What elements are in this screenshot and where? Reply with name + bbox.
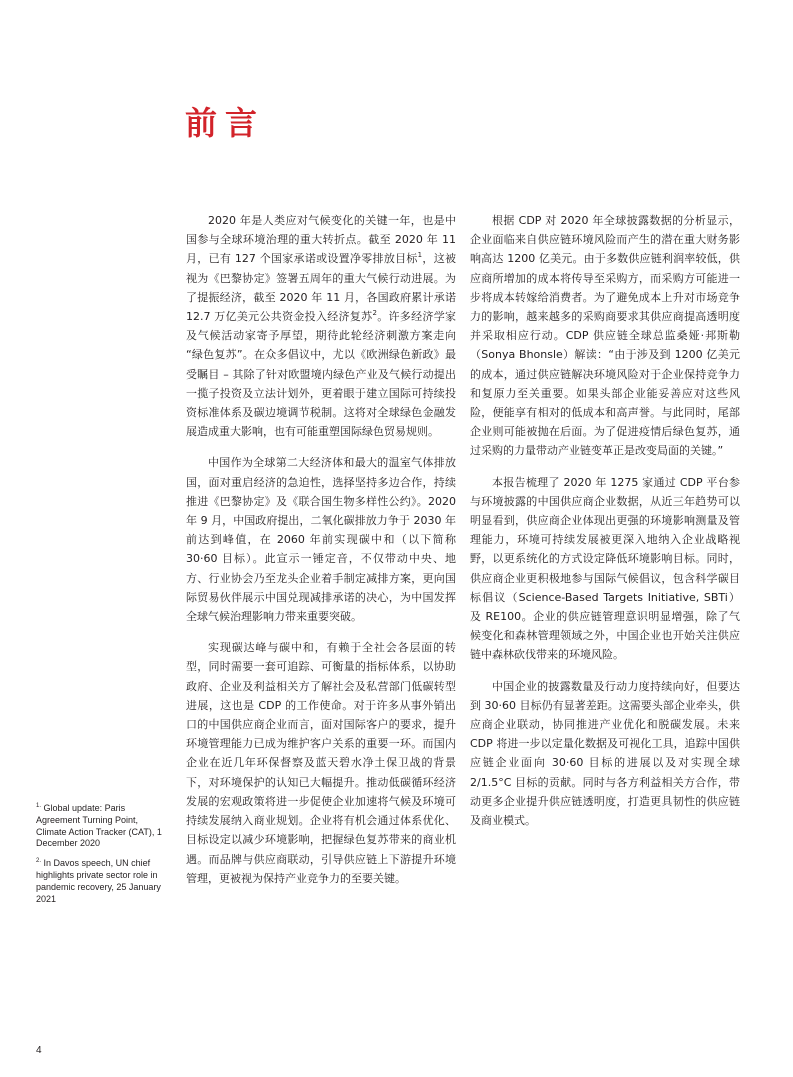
footnotes — [36, 803, 166, 913]
footnote-text: Global update: Paris Agreement Turning Point, Climate Action Tracker (CAT), 1 December 2020 — [36, 803, 162, 849]
paragraph: 根据 CDP 对 2020 年全球披露数据的分析显示，企业面临来自供应链环境风险而产生的潜在重大财务影响高达 1200 亿美元。由于多数供应链利润率较低，供应商所增加的成本将传导至采购方，而采购方可能进一步将成本转嫁给消费者。为了避免成本上升对市场竞争力的影响，越来越多的采购商要求其供应商提高透明度并采取相应行动。CDP 供应链全球总监桑娅·邦斯勒（Sonya Bhonsle）解读：“由于涉及到 1200 亿美元的成本，通过供应链解决环境风险对于企业保持竞争力和复原力至关重要。如果头部企业能妥善应对这些风险，便能享有相对的低成本和高声誉。与此同时，尾部企业则可能被抛在后面。为了促进疫情后绿色复苏，通过采购的力量带动产业链变革正是改变局面的关键。” — [470, 214, 740, 458]
footnote-reference: 1 — [417, 251, 423, 260]
footnote-mark: 2. — [36, 858, 42, 865]
right-column — [470, 211, 740, 842]
paragraph-text: 2020 年是人类应对气候变化的关键一年，也是中国参与全球环境治理的重大转折点。截至 2020 年 11 月，已有 127 个国家承诺或设置净零排放目标 — [186, 214, 456, 266]
footnote-reference: 2 — [372, 309, 377, 318]
paragraph: 中国企业的披露数量及行动力度持续向好，但要达到 30·60 目标仍有显著差距。这需要头部企业牵头，供应商企业联动，协同推进产业优化和脱碳发展。未来 CDP 将进一步以定量化数据及可视化工具，追踪中国供应链企业面向 30·60 目标的进展以及对实现全球 2/1.5°C 目标的贡献。同时与各方利益相关方合作，带动更多企业提升供应链透明度，打造更具韧性的供应链及商业模式。 — [470, 679, 740, 828]
footnote-text: In Davos speech, UN chief highlights private sector role in pandemic recovery, 25 January 2021 — [36, 858, 161, 904]
page-title: 前言 — [185, 104, 266, 142]
paragraph: 中国作为全球第二大经济体和最大的温室气体排放国，面对重启经济的急迫性，选择坚持多边合作，持续推进《巴黎协定》及《联合国生物多样性公约》。2020 年 9 月，中国政府提出，二氧化碳排放力争于 2030 年前达到峰值，在 2060 年前实现碳中和（以下简称 30·60 目标）。此宣示一锤定音，不仅带动中央、地方、行业协会乃至龙头企业着手制定减排方案，更向国际贸易伙伴展示中国兑现减排承诺的决心，为中国发挥全球气候治理影响力带来重要突破。 — [186, 456, 456, 624]
footnote-mark: 1. — [36, 803, 42, 809]
paragraph: 实现碳达峰与碳中和，有赖于全社会各层面的转型，同时需要一套可追踪、可衡量的指标体系，以协助政府、企业及利益相关方了解社会及私营部门低碳转型进展，这也是 CDP 的工作使命。对于许多从事外销出口的中国供应商企业而言，面对国际客户的要求，提升环境管理能力已成为维护客户关系的重要一环。而国内企业在近几年环保督察及蓝天碧水净土保卫战的背景下，对环境保护的认知已大幅提升。推动低碳循环经济发展的宏观政策将进一步促使企业加速将气候及环境可持续发展纳入商业规划。企业将有机会通过体系优化、目标设定以减少环境影响，把握绿色复苏带来的商业机遇。而品牌与供应商联动，引导供应链上下游提升环境管理，更被视为保持产业竞争力的至要关键。 — [186, 641, 456, 885]
footnote — [36, 803, 166, 850]
footnote — [36, 858, 166, 905]
paragraph-text: ，这被视为《巴黎协定》签署五周年的重大气候行动进展。为了提振经济，截至 2020 年 11 月，各国政府累计承诺 12.7 万亿美元公共资金投入经济复苏 — [186, 252, 456, 324]
paragraph-text: 。许多经济学家及气候活动家寄予厚望，期待此轮经济刺激方案走向 “绿色复苏”。在众多倡议中，尤以《欧洲绿色新政》最受瞩目 – 其除了针对欧盟境内绿色产业及气候行动提出一揽子投资及立法计划外，更着眼于建立国际可持续投资标准体系及碳边境调节税制。这将对全球绿色金融发展造成重大影响，也有可能重塑国际绿色贸易规则。 — [186, 310, 456, 439]
left-column — [186, 211, 456, 900]
page-number: 4 — [36, 1045, 42, 1056]
paragraph: 本报告梳理了 2020 年 1275 家通过 CDP 平台参与环境披露的中国供应商企业数据，从近三年趋势可以明显看到，供应商企业体现出更强的环境影响测量及管理能力，环境可持续发展被更深入地纳入企业战略视野，以更系统化的方式设定降低环境影响目标。同时，供应商企业更积极地参与国际气候倡议，包含科学碳目标倡议（Science-Based Targets Initiative, SBTi）及 RE100。企业的供应链管理意识明显增强，除了气候变化和森林管理领域之外，中国企业也开始关注供应链中森林砍伐带来的环境风险。 — [470, 475, 740, 662]
paragraph — [186, 211, 456, 441]
